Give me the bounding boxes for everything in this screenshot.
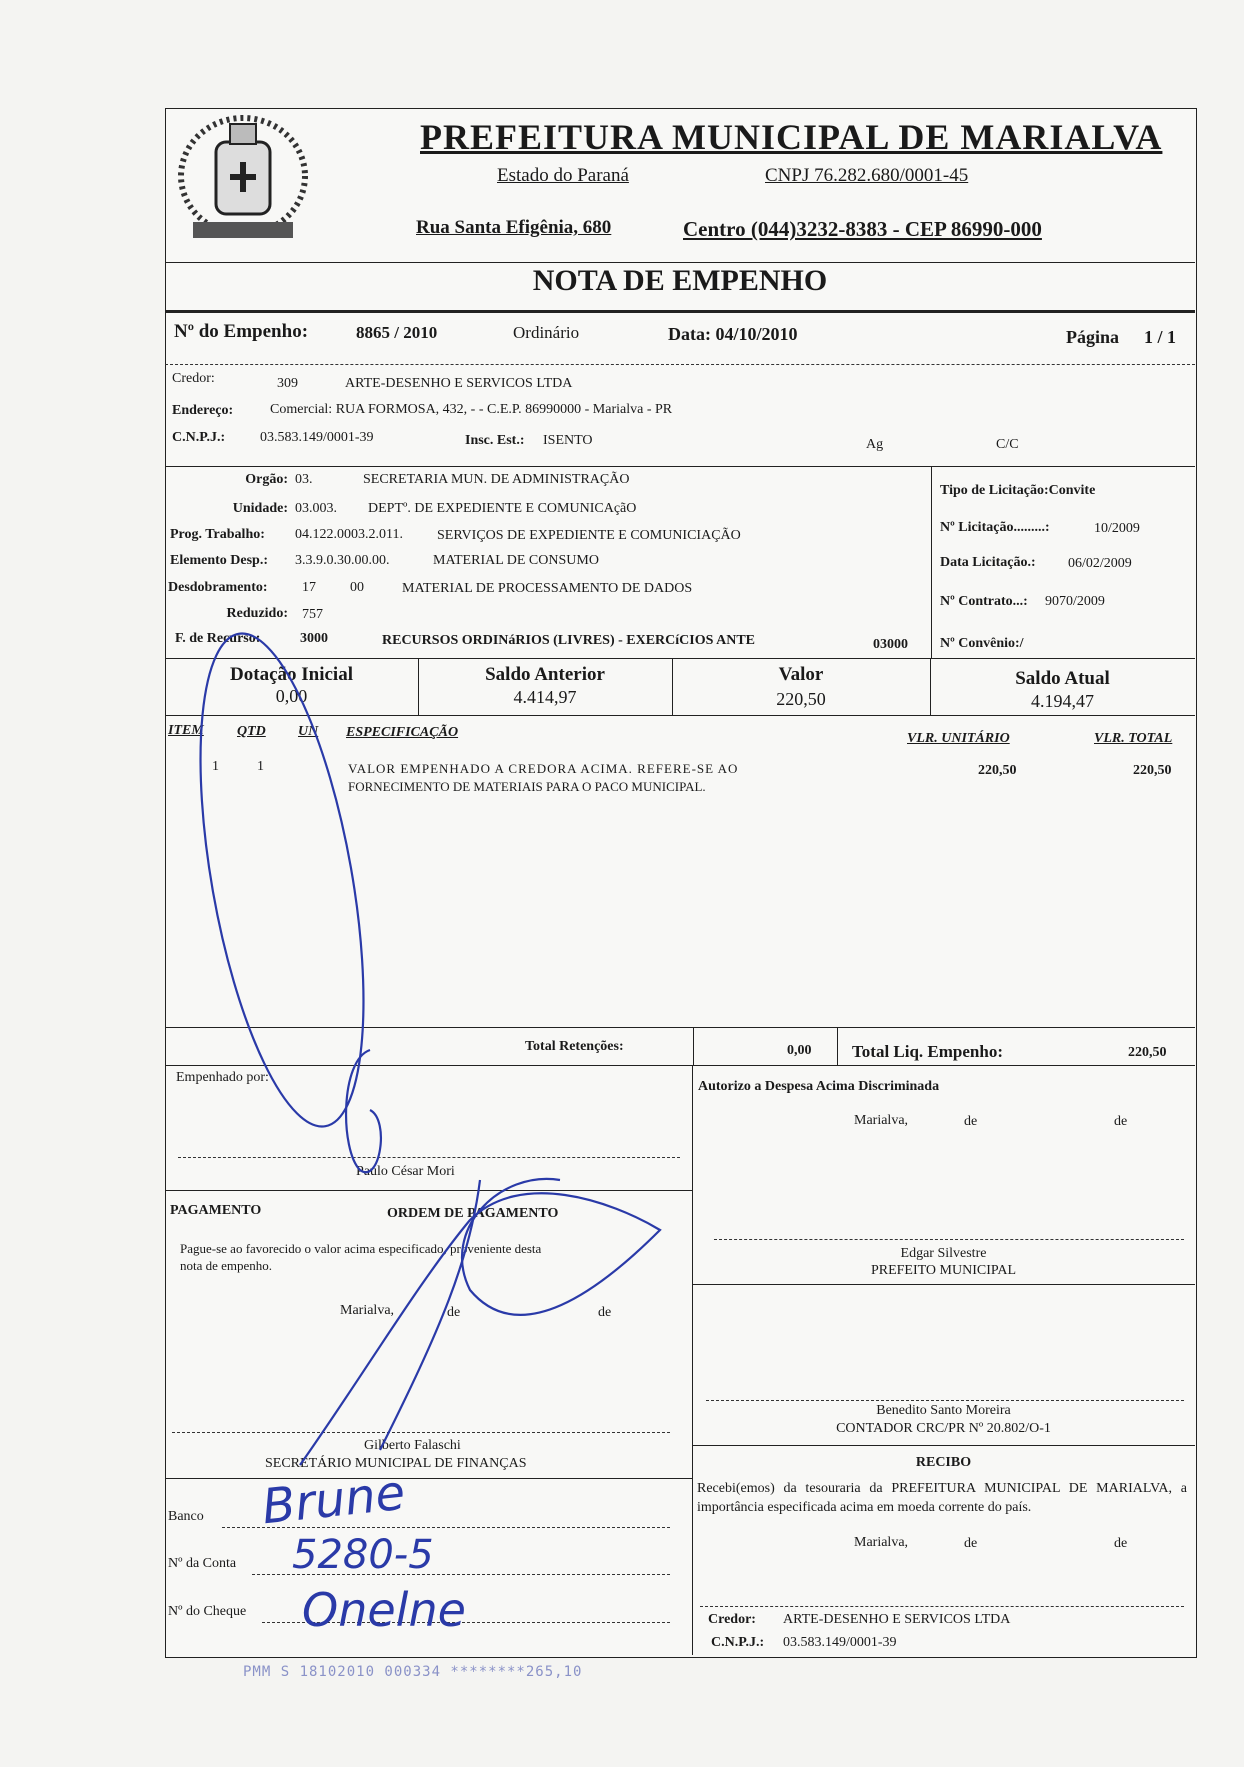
pague-text-line2: nota de empenho. <box>180 1258 273 1273</box>
pague-text-line1: Pague-se ao favorecido o valor acima especificado, proveniente desta <box>180 1241 542 1256</box>
saldo-atual-label: Saldo Atual <box>1015 668 1110 689</box>
recibo-credor: ARTE-DESENHO E SERVICOS LTDA <box>783 1612 1011 1627</box>
empenho-type: Ordinário <box>513 323 580 342</box>
item-qty: 1 <box>257 759 264 774</box>
header-address: Rua Santa Efigênia, 680 <box>416 217 612 238</box>
col-total-value: VLR. TOTAL <box>1094 731 1173 746</box>
desd-label: Desdobramento: <box>168 580 268 595</box>
page-label: Página <box>1066 327 1120 347</box>
insc-label: Insc. Est.: <box>465 433 525 448</box>
right-de-1: de <box>964 1114 978 1129</box>
prefeito-name: Edgar Silvestre <box>900 1246 987 1261</box>
left-de-1: de <box>447 1305 461 1320</box>
recurso-name: RECURSOS ORDINáRIOS (LIVRES) - EXERCíCIOS ANTE <box>382 633 756 648</box>
right-de-2: de <box>1114 1114 1128 1129</box>
recurso-code2: 03000 <box>873 637 908 652</box>
recibo-cnpj-label: C.N.P.J.: <box>711 1635 765 1650</box>
col-un: UN <box>298 724 319 739</box>
header-state: Estado do Paraná <box>497 165 629 186</box>
item-desc-line1: VALOR EMPENHADO A CREDORA ACIMA. REFERE-SE AO <box>348 761 739 776</box>
recibo-credor-label: Credor: <box>708 1612 756 1627</box>
desd-name: MATERIAL DE PROCESSAMENTO DE DADOS <box>402 581 693 596</box>
credor-label: Credor: <box>172 371 215 386</box>
document-title: NOTA DE EMPENHO <box>532 264 828 297</box>
item-unit-value: 220,50 <box>978 763 1017 778</box>
recibo-cnpj: 03.583.149/0001-39 <box>783 1635 897 1650</box>
orgao-label: Orgão: <box>245 472 288 487</box>
licitacao-num: 10/2009 <box>1094 521 1140 536</box>
empenho-date: Data: 04/10/2010 <box>668 324 798 344</box>
valor-label: Valor <box>778 664 824 685</box>
header-contact: Centro (044)3232-8383 - CEP 86990-000 <box>683 217 1042 241</box>
banco-label: Banco <box>168 1509 204 1524</box>
reduzido-label: Reduzido: <box>226 606 288 621</box>
prog-label: Prog. Trabalho: <box>170 527 265 542</box>
pagamento-label: PAGAMENTO <box>170 1203 262 1218</box>
recibo-label: RECIBO <box>915 1455 972 1470</box>
col-unit-value: VLR. UNITÁRIO <box>907 731 1010 746</box>
autorizo-label: Autorizo a Despesa Acima Discriminada <box>698 1079 940 1094</box>
prog-name: SERVIÇOS DE EXPEDIENTE E COMUNICIAÇÃO <box>437 528 741 543</box>
empenho-label: Nº do Empenho: <box>174 321 309 342</box>
col-item: ITEM <box>168 723 204 738</box>
unidade-label: Unidade: <box>232 501 288 516</box>
handwritten-bank: Brune <box>259 1464 408 1536</box>
empenhado-por-label: Empenhado por: <box>176 1070 269 1085</box>
liq-empenho-value: 220,50 <box>1128 1045 1167 1060</box>
ag-label: Ag <box>866 437 884 452</box>
left-de-2: de <box>598 1305 612 1320</box>
conta-label: Nº da Conta <box>168 1556 237 1571</box>
desd-sub: 00 <box>350 580 364 595</box>
liq-empenho-label: Total Liq. Empenho: <box>852 1042 1003 1061</box>
licitacao-tipo: Tipo de Licitação:Convite <box>940 483 1096 498</box>
elem-code: 3.3.9.0.30.00.00. <box>295 553 390 568</box>
unidade-code: 03.003. <box>295 501 337 516</box>
orgao-code: 03. <box>295 472 313 487</box>
col-especificacao: ESPECIFICAÇÃO <box>346 725 459 740</box>
saldo-anterior-value: 4.414,97 <box>513 687 577 707</box>
contador-name: Benedito Santo Moreira <box>876 1403 1011 1418</box>
credor-address: Comercial: RUA FORMOSA, 432, - - C.E.P. 86990000 - Marialva - PR <box>270 402 673 417</box>
contador-role: CONTADOR CRC/PR Nº 20.802/O-1 <box>836 1421 1051 1436</box>
desd-code: 17 <box>302 580 316 595</box>
processing-stamp: PMM S 18102010 000334 ********265,10 <box>243 1664 583 1680</box>
item-number: 1 <box>212 759 219 774</box>
reduzido-value: 757 <box>302 607 323 622</box>
header-cnpj: CNPJ 76.282.680/0001-45 <box>765 165 969 186</box>
orgao-name: SECRETARIA MUN. DE ADMINISTRAÇÃO <box>363 472 630 487</box>
saldo-anterior-label: Saldo Anterior <box>485 664 605 685</box>
recibo-de-2: de <box>1114 1536 1128 1551</box>
dotacao-value: 0,00 <box>275 686 308 706</box>
unidade-name: DEPTº. DE EXPEDIENTE E COMUNICAçãO <box>368 501 637 516</box>
retencoes-label: Total Retenções: <box>525 1039 624 1054</box>
contrato-value: 9070/2009 <box>1045 594 1105 609</box>
right-place: Marialva, <box>854 1113 909 1128</box>
handwritten-account: 5280-5 <box>292 1532 434 1578</box>
elem-label: Elemento Desp.: <box>170 553 268 568</box>
retencoes-value: 0,00 <box>787 1043 812 1058</box>
col-qtd: QTD <box>237 724 266 739</box>
credor-cnpj: 03.583.149/0001-39 <box>260 430 374 445</box>
header-title: PREFEITURA MUNICIPAL DE MARIALVA <box>420 117 1163 157</box>
recibo-place: Marialva, <box>854 1535 909 1550</box>
dotacao-label: Dotação Inicial <box>230 664 353 685</box>
cc-label: C/C <box>996 437 1019 452</box>
licitacao-data: 06/02/2009 <box>1068 556 1132 571</box>
elem-name: MATERIAL DE CONSUMO <box>433 553 599 568</box>
cnpj-label: C.N.P.J.: <box>172 430 226 445</box>
page-number: 1 / 1 <box>1144 327 1177 347</box>
financas-role: SECRETÁRIO MUNICIPAL DE FINANÇAS <box>265 1456 527 1471</box>
left-place: Marialva, <box>340 1303 395 1318</box>
cheque-label: Nº do Cheque <box>168 1604 247 1619</box>
recibo-de-1: de <box>964 1536 978 1551</box>
licitacao-data-label: Data Licitação.: <box>940 555 1036 570</box>
prefeito-role: PREFEITO MUNICIPAL <box>870 1263 1017 1278</box>
handwritten-cheque: Onelne <box>302 1583 466 1637</box>
recurso-label: F. de Recurso: <box>175 631 261 646</box>
convenio: Nº Convênio:/ <box>940 636 1024 651</box>
financas-signer: Gilberto Falaschi <box>364 1438 461 1453</box>
item-total-value: 220,50 <box>1133 763 1172 778</box>
licitacao-num-label: Nº Licitação.........: <box>940 520 1050 535</box>
saldo-atual-value: 4.194,47 <box>1031 691 1094 711</box>
item-desc-line2: FORNECIMENTO DE MATERIAIS PARA O PACO MUNICIPAL. <box>348 779 706 794</box>
empenhado-signer: Paulo César Mori <box>356 1164 455 1179</box>
address-label: Endereço: <box>172 403 234 418</box>
valor-value: 220,50 <box>776 689 826 709</box>
recurso-code: 3000 <box>300 631 328 646</box>
empenho-number: 8865 / 2010 <box>356 323 438 342</box>
contrato-label: Nº Contrato...: <box>940 594 1028 609</box>
prog-code: 04.122.0003.2.011. <box>295 527 403 542</box>
credor-insc: ISENTO <box>543 433 593 448</box>
credor-name: ARTE-DESENHO E SERVICOS LTDA <box>345 376 573 391</box>
credor-code: 309 <box>277 376 298 391</box>
ordem-pagamento-label: ORDEM DE PAGAMENTO <box>387 1206 559 1221</box>
recibo-text: Recebi(emos) da tesouraria da PREFEITURA MUNICIPAL DE MARIALVA, a importância especificada acima em moeda corrente do país. <box>697 1481 1187 1515</box>
